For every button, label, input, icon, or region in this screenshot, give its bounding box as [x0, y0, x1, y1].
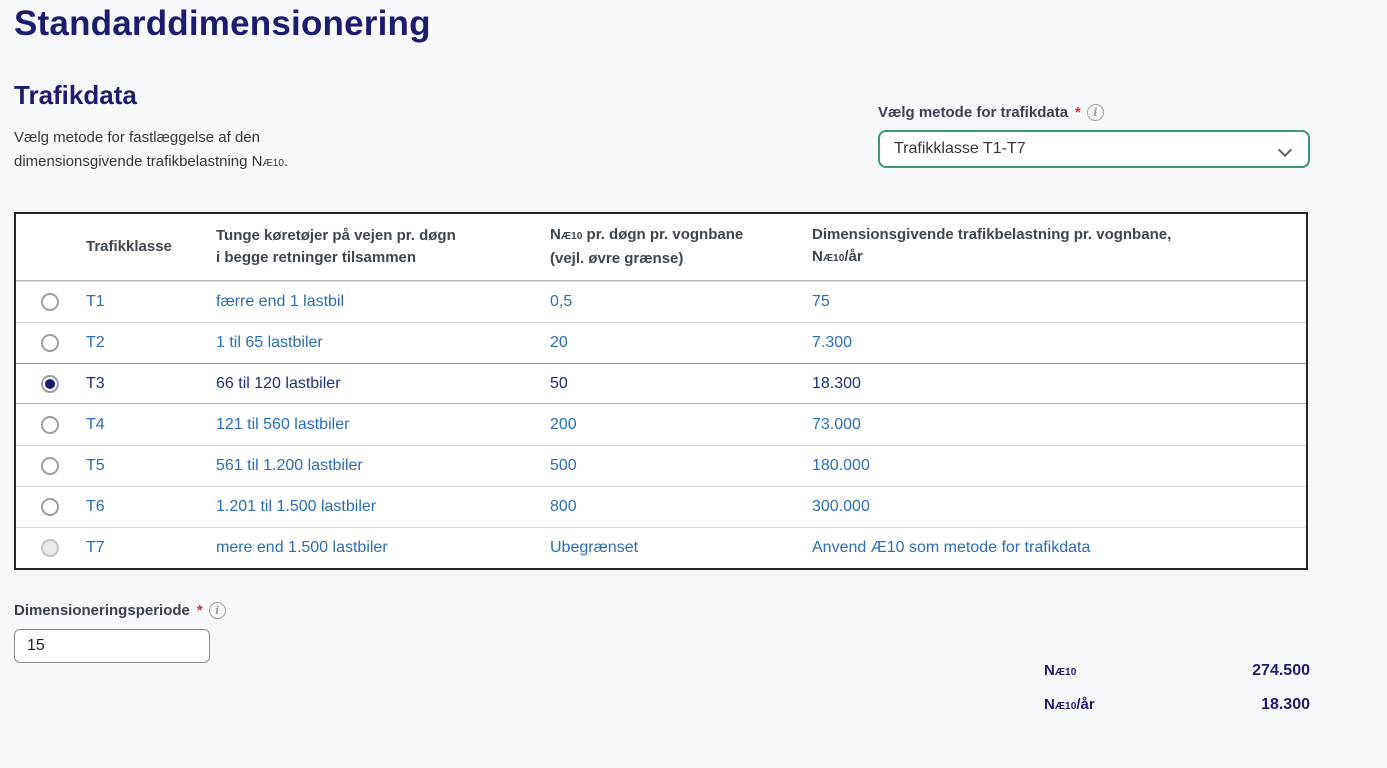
header-tunge-koretojer: Tunge køretøjer på vejen pr. døgn i begge retninger tilsammen: [216, 227, 456, 266]
description-line1: Vælg metode for fastlæggelse af den: [14, 129, 260, 146]
cell-per-aar: Anvend Æ10 som metode for trafikdata: [812, 539, 1091, 556]
result-nae10: [1044, 662, 1310, 680]
method-field-group: [878, 104, 1310, 168]
cell-beskrivelse: 66 til 120 lastbiler: [216, 374, 341, 392]
table-header-row: [16, 214, 1306, 281]
cell-beskrivelse: 1 til 65 lastbiler: [216, 334, 323, 351]
cell-beskrivelse: 1.201 til 1.500 lastbiler: [216, 498, 377, 515]
table-row-t3[interactable]: [16, 363, 1306, 404]
radio-t3-selected[interactable]: [41, 375, 59, 393]
radio-t1[interactable]: [41, 293, 59, 311]
table-row-t7[interactable]: [16, 527, 1306, 568]
cell-per-aar: 7.300: [812, 334, 853, 351]
table-row-t1[interactable]: [16, 281, 1306, 322]
method-field-label: Vælg metode for trafikdata * i: [878, 104, 1310, 121]
header-nae10-pr-dogn: NÆ10 pr. døgn pr. vognbane (vejl. øvre grænse): [550, 226, 744, 267]
cell-klasse: T7: [86, 539, 105, 556]
header-trafikklasse: Trafikklasse: [86, 238, 172, 255]
cell-beskrivelse: færre end 1 lastbil: [216, 293, 345, 310]
description-line2: dimensionsgivende trafikbelastning NÆ10.: [14, 153, 289, 170]
cell-per-dogn: 200: [550, 415, 577, 433]
results-summary: [1044, 662, 1310, 730]
result-nae10-per-aar-label: NÆ10/år: [1044, 696, 1095, 713]
cell-per-aar: 300.000: [812, 498, 870, 515]
info-icon[interactable]: i: [1087, 104, 1104, 121]
cell-per-dogn: 500: [550, 457, 577, 474]
dimensioneringsperiode-label: Dimensioneringsperiode * i: [14, 602, 226, 619]
info-icon[interactable]: i: [209, 602, 226, 619]
cell-per-dogn: 0,5: [550, 293, 573, 310]
cell-beskrivelse: mere end 1.500 lastbiler: [216, 539, 388, 556]
cell-klasse: T4: [86, 415, 105, 433]
dimensioneringsperiode-group: [14, 602, 226, 663]
page-title: Standarddimensionering: [14, 4, 431, 43]
cell-klasse: T5: [86, 457, 105, 474]
cell-per-aar: 73.000: [812, 415, 861, 433]
table-row-t5[interactable]: [16, 445, 1306, 486]
dimensioneringsperiode-input[interactable]: [14, 629, 210, 663]
radio-t4[interactable]: [41, 416, 59, 434]
radio-t6[interactable]: [41, 498, 59, 516]
cell-per-dogn: 50: [550, 374, 568, 392]
cell-per-aar: 18.300: [812, 374, 861, 392]
result-nae10-label: NÆ10: [1044, 662, 1077, 679]
cell-per-dogn: Ubegrænset: [550, 539, 639, 556]
trafikklasse-table: [14, 212, 1308, 570]
selected-option-label: Trafikklasse T1-T7: [894, 140, 1026, 157]
cell-per-aar: 180.000: [812, 457, 870, 474]
result-nae10-value: 274.500: [1252, 662, 1310, 679]
radio-t7-disabled: [41, 539, 59, 557]
radio-t2[interactable]: [41, 334, 59, 352]
cell-per-dogn: 20: [550, 334, 568, 351]
result-nae10-per-aar: [1044, 696, 1310, 714]
cell-per-dogn: 800: [550, 498, 577, 515]
cell-beskrivelse: 121 til 560 lastbiler: [216, 415, 350, 433]
required-asterisk: *: [196, 602, 203, 619]
cell-per-aar: 75: [812, 293, 830, 310]
required-asterisk: *: [1075, 104, 1081, 121]
cell-klasse: T1: [86, 293, 105, 310]
header-dimensionsgivende: Dimensionsgivende trafikbelastning pr. vognbane, NÆ10/år: [812, 226, 1172, 265]
section-title-trafikdata: Trafikdata: [14, 80, 137, 110]
radio-t5[interactable]: [41, 457, 59, 475]
chevron-down-icon: [1278, 143, 1292, 157]
trafikdata-method-select[interactable]: [878, 130, 1310, 168]
cell-klasse: T2: [86, 334, 105, 351]
table-row-t6[interactable]: [16, 486, 1306, 527]
result-nae10-per-aar-value: 18.300: [1261, 696, 1310, 713]
table-row-t2[interactable]: [16, 322, 1306, 363]
cell-beskrivelse: 561 til 1.200 lastbiler: [216, 457, 363, 474]
trafikdata-description: [14, 126, 414, 176]
cell-klasse: T3: [86, 374, 105, 392]
cell-klasse: T6: [86, 498, 105, 515]
table-row-t4[interactable]: [16, 404, 1306, 445]
